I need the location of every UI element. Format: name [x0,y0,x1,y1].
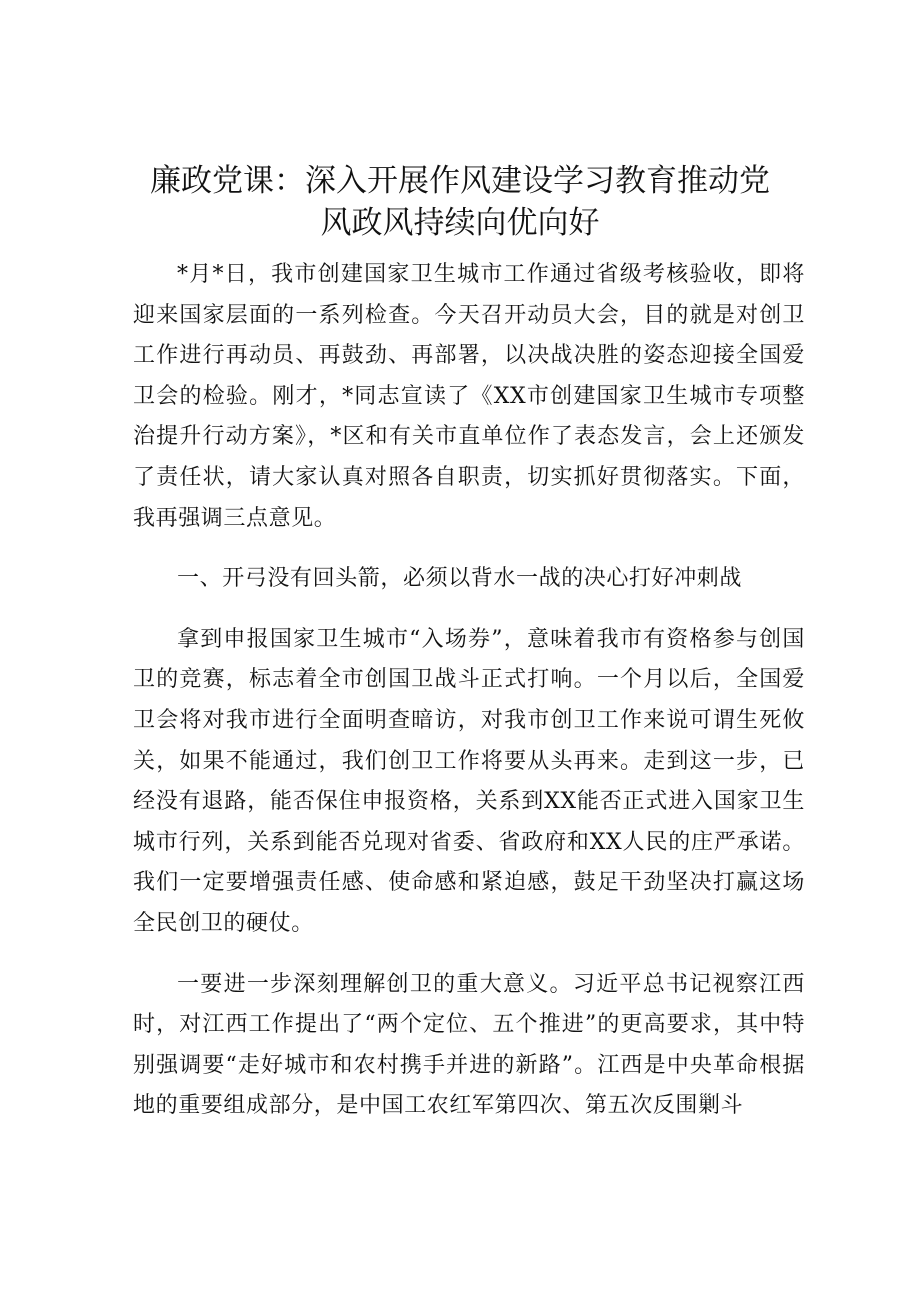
document-body [133,255,805,1127]
title-line-1: 廉政党课：深入开展作风建设学习教育推动党 [150,163,770,199]
paragraph-intro: *月*日，我市创建国家卫生城市工作通过省级考核验收，即将迎来国家层面的一系列检查。今天召开动员大会，目的就是对创卫工作进行再动员、再鼓劲、再部署，以决战决胜的姿态迎接全国爱卫会的检验。刚才，*同志宣读了《XX市创建国家卫生城市专项整治提升行动方案》，*区和有关市直单位作了表态发言，会上还颁发了责任状，请大家认真对照各自职责，切实抓好贯彻落实。下面，我再强调三点意见。 [133,262,805,531]
paragraph-section-1: 拿到申报国家卫生城市“入场券”，意味着我市有资格参与创国卫的竞赛，标志着全市创国卫战斗正式打响。一个月以后，全国爱卫会将对我市进行全面明查暗访，对我市创卫工作来说可谓生死攸关，如果不能通过，我们创卫工作将要从头再来。走到这一步，已经没有退路，能否保住申报资格，关系到XX能否正式进入国家卫生城市行列，关系到能否兑现对省委、省政府和XX人民的庄严承诺。我们一定要增强责任感、使命感和紧迫感，鼓足干劲坚决打赢这场全民创卫的硬仗。 [133,626,805,936]
section-heading-1: 一、开弓没有回头箭，必须以背水一战的决心打好冲刺战 [177,566,743,592]
paragraph-point-1: 一要进一步深刻理解创卫的重大意义。习近平总书记视察江西时，对江西工作提出了“两个定位、五个推进”的更高要求，其中特别强调要“走好城市和农村携手并进的新路”。江西是中央革命根据地的重要组成部分，是中国工农红军第四次、第五次反围剿斗 [133,971,805,1119]
title-line-2: 风政风持续向优向好 [320,205,600,241]
document-title [120,160,800,244]
